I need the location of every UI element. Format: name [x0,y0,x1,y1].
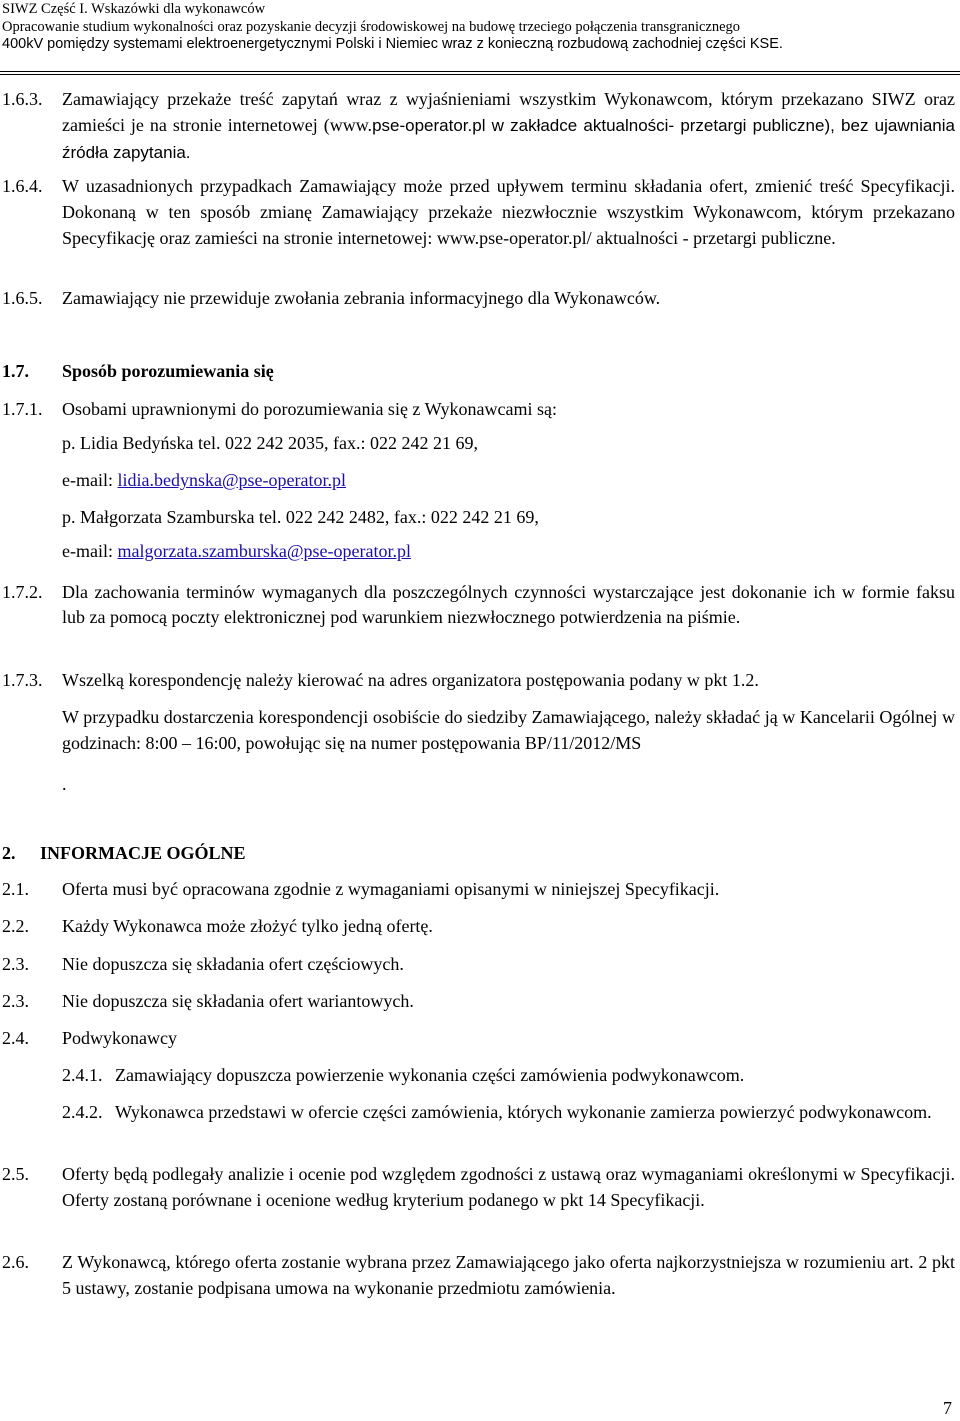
section-number: 2.1. [2,879,29,899]
contact-1-details: p. Lidia Bedyńska tel. 022 242 2035, fax.: 022 242 21 69, [62,433,478,453]
section-text: Zamawiający dopuszcza powierzenie wykonania części zamówienia podwykonawcom. [115,1065,745,1085]
section-number: 2.3. [2,954,29,974]
section-paragraph-2-dot: . [62,774,67,794]
page-header [2,1,952,54]
section-text: Osobami uprawnionymi do porozumiewania się z Wykonawcami są: [62,399,557,419]
section-number: 2.5. [2,1164,29,1184]
section-title: Sposób porozumiewania się [62,361,274,381]
section-number: 2.2. [2,916,29,936]
section-text-part1: Zamawiający przekaże treść zapytań wraz z wyjaśnieniami wszystkim Wykonawcom, którym przekazano SIWZ oraz zamieści je na stronie internetowej (www. [62,89,955,135]
header-divider [0,71,960,72]
contact-2-details: p. Małgorzata Szamburska tel. 022 242 2482, fax.: 022 242 21 69, [62,507,539,527]
page-number: 7 [943,1398,952,1418]
section-number: 2.6. [2,1252,29,1272]
section-number: 2.4.2. [62,1102,103,1122]
section-text: Podwykonawcy [62,1028,177,1048]
section-text: Nie dopuszcza się składania ofert częściowych. [62,954,404,974]
section-number: 1.6.3. [2,89,43,109]
contact-1-email-row [62,467,955,493]
section-text: Z Wykonawcą, którego oferta zostanie wybrana przez Zamawiającego jako oferta najkorzystniejsza w rozumieniu art. 2 pkt 5 ustawy, zostanie podpisana umowa na wykonanie przedmiotu zamówienia. [62,1252,955,1298]
section-paragraph-2: W przypadku dostarczenia korespondencji osobiście do siedziby Zamawiającego, należy składać ją w Kancelarii Ogólnej w godzinach: 8:00 – 16:00, powołując się na numer postępowania BP/11/2012/MS [62,707,955,753]
section-number: 1.6.5. [2,288,43,308]
section-number: 1.7.3. [2,670,43,690]
header-subject-line1: Opracowanie studium wykonalności oraz pozyskanie decyzji środowiskowej na budowę trzeciego połączenia transgranicznego [2,18,741,35]
header-doc-title: SIWZ Część I. Wskazówki dla wykonawców [2,1,266,17]
contact-2-email-link[interactable]: malgorzata.szamburska@pse-operator.pl [117,541,411,561]
section-text: Dla zachowania terminów wymaganych dla poszczególnych czynności wystarczające jest dokonanie ich w formie faksu lub za pomocą poczty elektronicznej pod warunkiem niezwłocznego potwierdzenia na piśmie. [62,582,955,627]
section-text: W uzasadnionych przypadkach Zamawiający może przed upływem terminu składania ofert, zmienić treść Specyfikacji. Dokonaną w ten sposób zmianę Zamawiający przekaże niezwłocznie wszystkim Wykonawcom, którym przekazano Specyfikację oraz zamieści na stronie internetowej: www.pse-operator.pl/ aktualności - przetargi publiczne. [62,176,955,248]
section-number: 1.7. [2,361,29,381]
contact-2-email-row [62,538,955,564]
email-label: e-mail: [62,541,118,561]
section-text: Wykonawca przedstawi w ofercie części zamówienia, których wykonanie zamierza powierzyć podwykonawcom. [115,1102,932,1122]
email-label: e-mail: [62,470,118,490]
section-number: 1.7.1. [2,399,43,419]
section-text: Wszelką korespondencję należy kierować na adres organizatora postępowania podany w pkt 1.2. [62,670,759,690]
contact-1-email-link[interactable]: lidia.bedynska@pse-operator.pl [117,470,346,490]
section-number: 1.7.2. [2,582,43,602]
section-text: Oferty będą podlegały analizie i ocenie pod względem zgodności z ustawą oraz wymaganiami określonymi w Specyfikacji. Oferty zostaną porównane i ocenione według kryterium podanego w pkt 14 Specyfikacji. [62,1164,955,1210]
section-text: Oferta musi być opracowana zgodnie z wymaganiami opisanymi w niniejszej Specyfikacji. [62,879,720,899]
section-text [62,86,955,166]
section-title: INFORMACJE OGÓLNE [40,843,246,863]
section-text-part2: pse-operator.pl w zakładce aktualności- przetargi publiczne), bez ujawniania źródła zapytania. [62,116,955,162]
section-number: 2. [2,843,16,863]
section-number: 2.4.1. [62,1065,103,1085]
header-divider-secondary [0,74,960,75]
section-number: 2.4. [2,1028,29,1048]
section-text: Zamawiający nie przewiduje zwołania zebrania informacyjnego dla Wykonawców. [62,288,661,308]
header-subject-line2: 400kV pomiędzy systemami elektroenergetycznymi Polski i Niemiec wraz z konieczną rozbudową zachodniej części KSE. [2,36,783,52]
section-number: 2.3. [2,991,29,1011]
section-number: 1.6.4. [2,176,43,196]
section-text: Każdy Wykonawca może złożyć tylko jedną ofertę. [62,916,433,936]
section-text: Nie dopuszcza się składania ofert wariantowych. [62,991,414,1011]
